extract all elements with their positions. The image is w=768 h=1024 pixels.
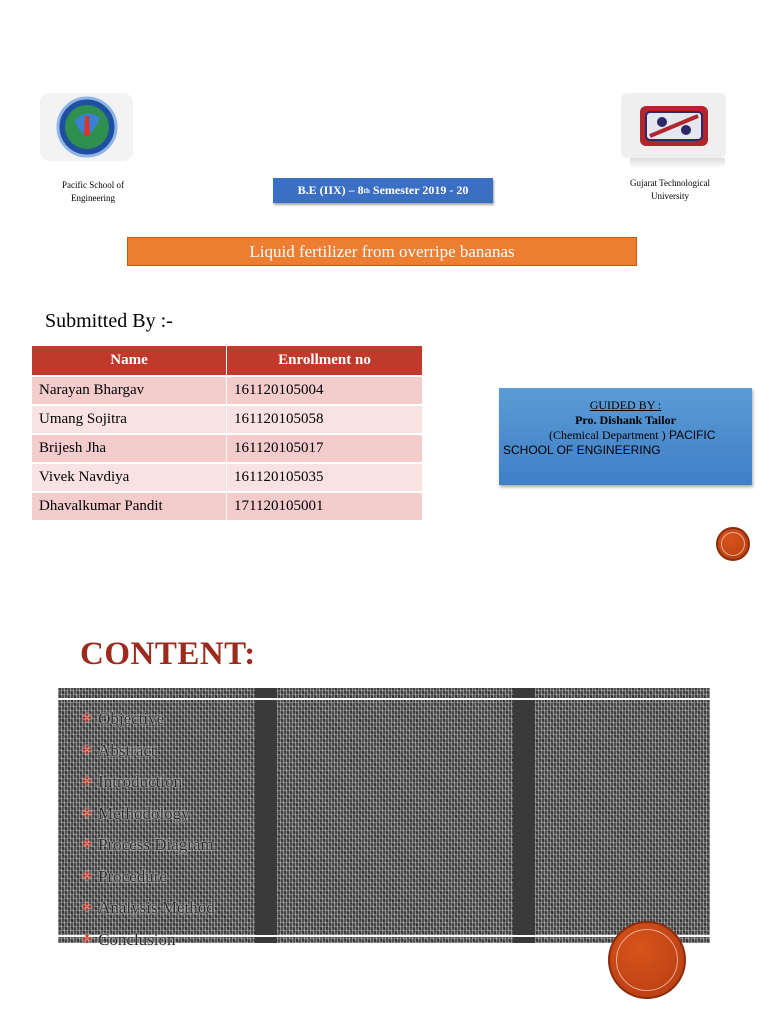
decorative-circle-icon (608, 921, 686, 999)
bullet-icon: ✤ (82, 931, 93, 946)
submitted-by-label: Submitted By :- (45, 310, 173, 332)
table-row (32, 376, 423, 405)
student-enrollment: 161120105058 (227, 405, 423, 434)
list-item-label: Objective (98, 709, 165, 728)
bullet-icon: ✤ (82, 774, 93, 788)
student-enrollment: 161120105017 (227, 434, 423, 463)
table-row (32, 463, 423, 492)
bullet-icon: ✤ (82, 711, 93, 725)
project-title: Liquid fertilizer from overripe bananas (127, 237, 637, 266)
column-header-enrollment: Enrollment no (227, 346, 423, 376)
student-name: Brijesh Jha (32, 434, 227, 463)
list-item (82, 704, 215, 736)
gtu-logo (621, 93, 726, 158)
student-name: Narayan Bhargav (32, 376, 227, 405)
table-row (32, 434, 423, 463)
table-header-row (32, 346, 423, 376)
guide-institution: PACIFIC SCHOOL OF ENGINEERING (503, 428, 716, 457)
student-enrollment: 161120105035 (227, 463, 423, 492)
contents-list (82, 704, 215, 956)
table-row (32, 492, 423, 520)
globe-emblem-icon (45, 96, 129, 158)
panel-band (513, 688, 535, 943)
bullet-icon: ✤ (82, 805, 93, 820)
student-enrollment: 161120105004 (227, 376, 423, 405)
circle-ring (616, 929, 678, 991)
list-item-label: Introduction (98, 772, 183, 791)
decorative-circle-icon (716, 527, 750, 561)
list-item (82, 767, 215, 799)
list-item (82, 799, 215, 831)
slide-divider (0, 605, 768, 606)
list-item (82, 893, 215, 925)
bullet-icon: ✤ (82, 868, 93, 883)
list-item (82, 862, 215, 894)
list-item-label: Process Diagram (98, 835, 214, 854)
list-item-label: Methodology (98, 803, 190, 823)
list-item (82, 925, 215, 957)
list-item-label: Analysis Method (98, 898, 215, 917)
semester-ordinal: th (363, 186, 370, 195)
students-table (32, 346, 423, 520)
guide-department (503, 428, 748, 458)
left-institution-name: Pacific School of Engineering (62, 180, 124, 203)
student-name: Umang Sojitra (32, 405, 227, 434)
list-item-label: Abstract (98, 740, 156, 760)
content-heading-colon: : (244, 636, 256, 672)
bullet-icon: ✤ (82, 837, 93, 851)
list-item (82, 736, 215, 768)
table-row (32, 405, 423, 434)
crest-icon (638, 102, 710, 150)
bullet-icon: ✤ (82, 742, 93, 757)
panel-rule-top (58, 698, 710, 700)
semester-prefix: B.E (IIX) – 8 (297, 183, 364, 197)
panel-band (255, 688, 277, 943)
list-item (82, 830, 215, 862)
student-name: Dhavalkumar Pandit (32, 492, 227, 520)
student-enrollment: 171120105001 (227, 492, 423, 520)
list-item-label: Procedure (98, 866, 167, 886)
logo-shadow (630, 158, 725, 168)
right-institution-name: Gujarat Technological University (630, 178, 710, 201)
guided-by-title: GUIDED BY : (589, 398, 662, 412)
guide-name: Pro. Dishank Tailor (575, 413, 676, 427)
student-name: Vivek Navdiya (32, 463, 227, 492)
bullet-icon: ✤ (82, 900, 93, 914)
guide-department-name: (Chemical Department ) (549, 428, 666, 442)
guided-by-box (499, 388, 752, 485)
semester-suffix: Semester 2019 - 20 (369, 183, 469, 197)
list-item-label: Conclusion (98, 929, 176, 949)
circle-ring (721, 532, 745, 556)
semester-banner (273, 178, 493, 203)
column-header-name: Name (32, 346, 227, 376)
content-heading (80, 636, 256, 673)
pacific-school-logo (40, 93, 133, 161)
content-heading-text: CONTENT (80, 636, 245, 672)
